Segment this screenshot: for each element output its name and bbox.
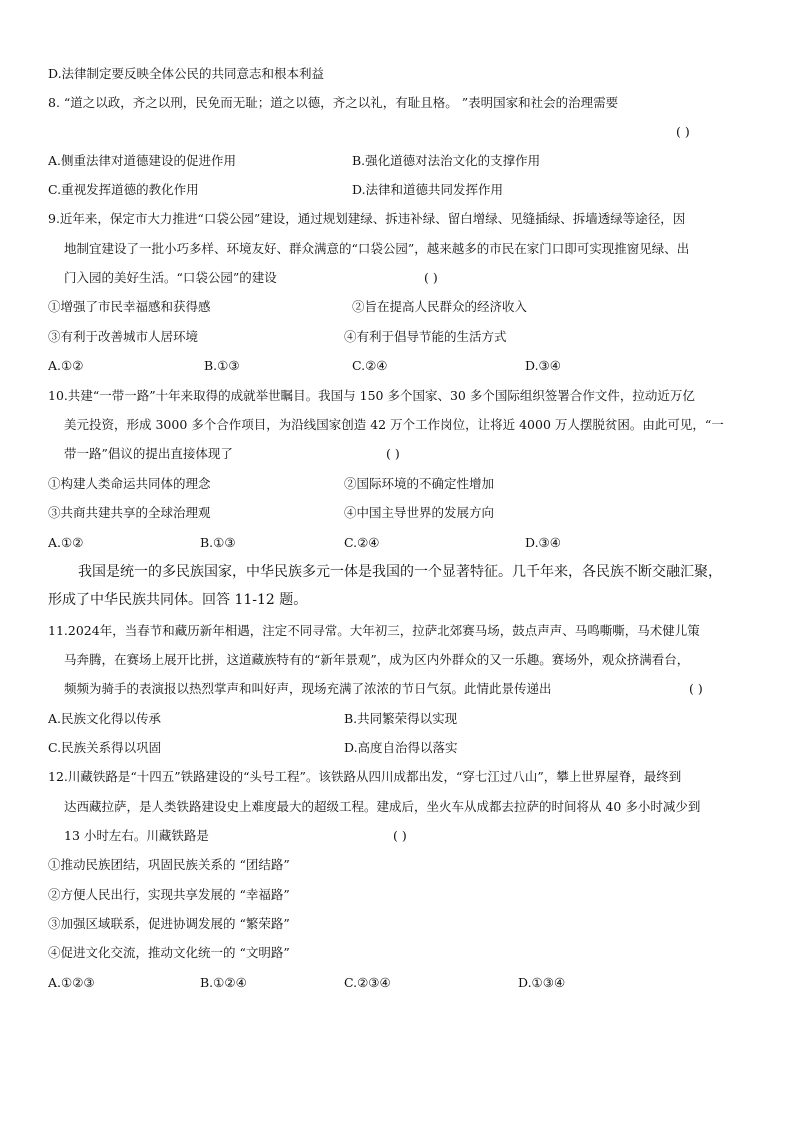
- q9-option-b[interactable]: B.①③: [204, 358, 240, 373]
- q8-option-b[interactable]: B.强化道德对法治文化的支撑作用: [352, 153, 541, 168]
- q12-stem-text-2: 达西藏拉萨，是人类铁路建设史上难度最大的超级工程。建成后，坐火车从成都去拉萨的时间将从 40 多小时减少到: [64, 799, 701, 814]
- q10-option-b[interactable]: B.①③: [200, 535, 236, 550]
- q10-option-c[interactable]: C.②④: [344, 535, 380, 550]
- q10-statement-2: ②国际环境的不确定性增加: [344, 476, 495, 491]
- q9-option-c[interactable]: C.②④: [352, 358, 388, 373]
- q12-stem-text-1: 12.川藏铁路是“十四五”铁路建设的“头号工程”。该铁路从四川成都出发，“穿七江过八山”，攀上世界屋脊，最终到: [48, 769, 682, 784]
- q12-statement-1: ①推动民族团结，巩固民族关系的 “团结路”: [48, 857, 290, 872]
- q12-option-d[interactable]: D.①③④: [518, 975, 566, 990]
- q9-answer-blank[interactable]: ( ): [424, 270, 438, 285]
- q11-option-b[interactable]: B.共同繁荣得以实现: [344, 711, 458, 726]
- q9-stem-text-2: 地制宜建设了一批小巧多样、环境友好、群众满意的“口袋公园”，越来越多的市民在家门口即可实现推窗见绿、出: [64, 241, 690, 256]
- q12-stem-text-3: 13 小时左右。川藏铁路是: [64, 828, 209, 843]
- q10-stem-text-3: 带一路”倡议的提出直接体现了: [64, 446, 233, 461]
- q12-option-b[interactable]: B.①②④: [200, 975, 247, 990]
- q10-option-a[interactable]: A.①②: [48, 535, 84, 550]
- q11-answer-blank[interactable]: ( ): [689, 681, 703, 696]
- q8-answer-blank[interactable]: ( ): [676, 124, 690, 139]
- q8-option-a[interactable]: A.侧重法律对道德建设的促进作用: [48, 153, 237, 168]
- q12-statement-3: ③加强区域联系，促进协调发展的 “繁荣路”: [48, 916, 290, 931]
- q9-stem-text-3: 门入园的美好生活。“口袋公园”的建设: [64, 270, 277, 285]
- q9-option-d[interactable]: D.③④: [525, 358, 561, 373]
- q8-option-d[interactable]: D.法律和道德共同发挥作用: [352, 182, 504, 197]
- q10-option-d[interactable]: D.③④: [525, 535, 561, 550]
- intro-text-2: 形成了中华民族共同体。回答 11-12 题。: [48, 592, 308, 608]
- q9-option-a[interactable]: A.①②: [48, 358, 84, 373]
- q12-answer-blank[interactable]: ( ): [393, 828, 407, 843]
- intro-text-1: 我国是统一的多民族国家，中华民族多元一体是我国的一个显著特征。几千年来，各民族不断交融汇聚，: [78, 564, 722, 580]
- q9-stem-text-1: 9.近年来，保定市大力推进“口袋公园”建设，通过规划建绿、拆违补绿、留白增绿、见缝插绿、拆墙透绿等途径，因: [48, 211, 686, 226]
- q10-statement-1: ①构建人类命运共同体的理念: [48, 476, 211, 491]
- q7-option-d[interactable]: D.法律制定要反映全体公民的共同意志和根本利益: [48, 66, 325, 81]
- q12-option-a[interactable]: A.①②③: [48, 975, 95, 990]
- q12-option-c[interactable]: C.②③④: [344, 975, 391, 990]
- q8-stem: 8. “道之以政，齐之以刑，民免而无耻；道之以德，齐之以礼，有耻且格。 ”表明国家和社会的治理需要: [48, 95, 619, 110]
- q9-statement-3: ③有利于改善城市人居环境: [48, 329, 199, 344]
- q10-stem-text-1: 10.共建“一带一路”十年来取得的成就举世瞩目。我国与 150 多个国家、30 多个国际组织签署合作文件，拉动近万亿: [48, 388, 695, 403]
- q9-statement-4: ④有利于倡导节能的生活方式: [344, 329, 507, 344]
- q11-stem-text-1: 11.2024年，当春节和藏历新年相遇，注定不同寻常。大年初三，拉萨北郊赛马场，鼓点声声、马鸣嘶嘶，马术健儿策: [48, 623, 700, 638]
- q8-option-c[interactable]: C.重视发挥道德的教化作用: [48, 182, 199, 197]
- q12-statement-4: ④促进文化交流，推动文化统一的 “文明路”: [48, 945, 290, 960]
- q11-option-a[interactable]: A.民族文化得以传承: [48, 711, 162, 726]
- q12-statement-2: ②方便人民出行，实现共享发展的 “幸福路”: [48, 887, 290, 902]
- q10-answer-blank[interactable]: ( ): [386, 446, 400, 461]
- q9-statement-1: ①增强了市民幸福感和获得感: [48, 299, 211, 314]
- q9-statement-2: ②旨在提高人民群众的经济收入: [352, 299, 528, 314]
- q10-statement-3: ③共商共建共享的全球治理观: [48, 505, 211, 520]
- q11-option-d[interactable]: D.高度自治得以落实: [344, 740, 458, 755]
- q10-statement-4: ④中国主导世界的发展方向: [344, 505, 495, 520]
- q11-stem-text-3: 频频为骑手的表演报以热烈掌声和叫好声，现场充满了浓浓的节日气氛。此情此景传递出: [64, 681, 552, 696]
- q11-stem-text-2: 马奔腾，在赛场上展开比拼，这道藏族特有的“新年景观”，成为区内外群众的又一乐趣。赛场外，观众挤满看台，: [64, 652, 690, 667]
- q10-stem-text-2: 美元投资，形成 3000 多个合作项目，为沿线国家创造 42 万个工作岗位，让将近 4000 万人摆脱贫困。由此可见，“一: [64, 417, 724, 432]
- q11-option-c[interactable]: C.民族关系得以巩固: [48, 740, 162, 755]
